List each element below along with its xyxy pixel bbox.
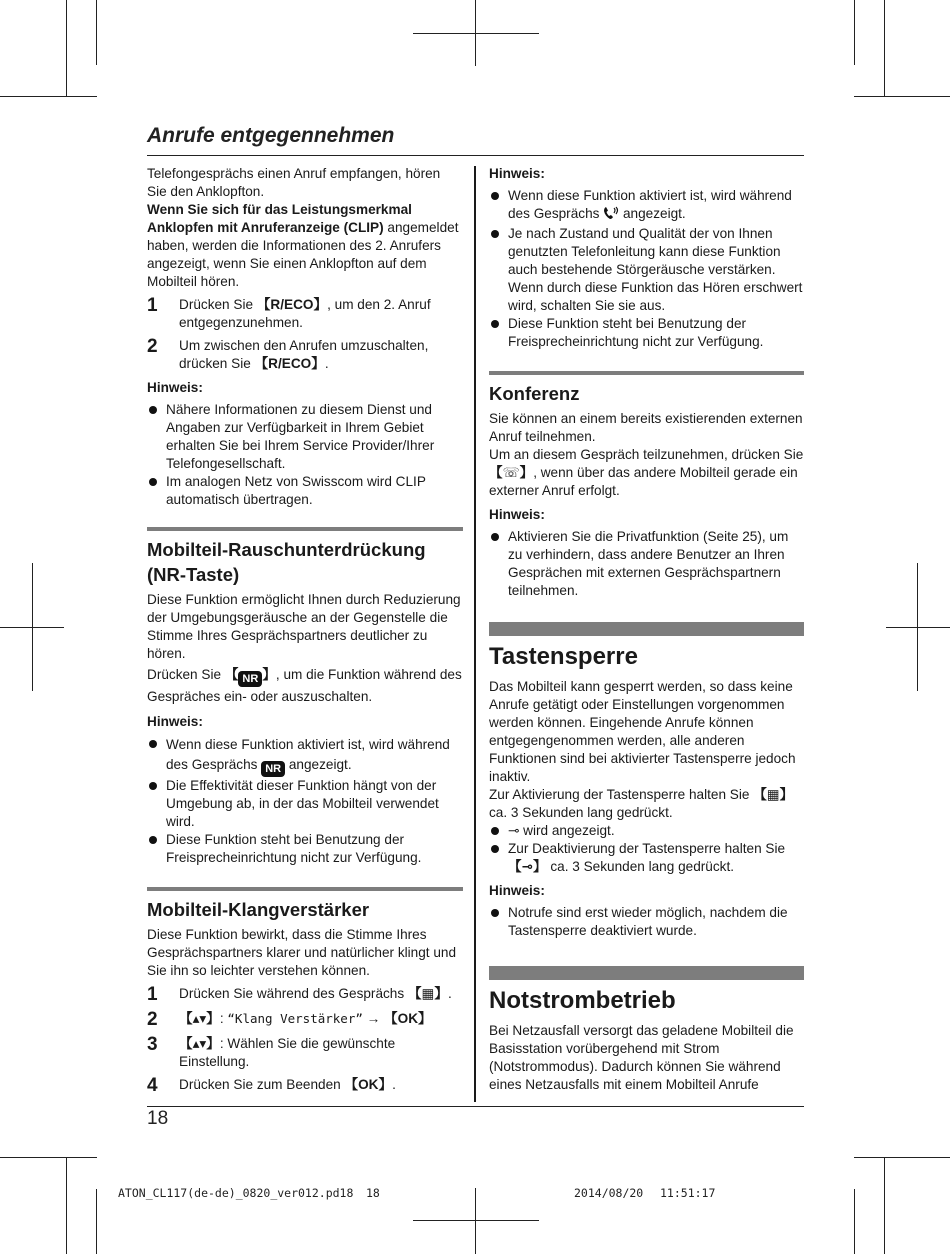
step-text-mid: :	[219, 1011, 228, 1026]
instruction-pre: Zur Aktivierung der Tastensperre halten Sie	[489, 787, 754, 802]
page-number: 18	[147, 1108, 169, 1129]
column-divider	[474, 166, 476, 1102]
menu-key-label: 【▦】	[407, 986, 448, 1001]
crop-mark	[854, 1189, 855, 1254]
step-text	[179, 296, 463, 332]
step-text	[179, 1010, 463, 1030]
instruction-post: ca. 3 Sekunden lang gedrückt.	[489, 805, 673, 820]
klang-step-1	[147, 985, 463, 1005]
crop-mark	[884, 0, 885, 97]
nr-description: Diese Funktion ermöglicht Ihnen durch Reduzierung der Umgebungsgeräusche an der Gegenstelle die Stimme Ihres Gesprächspartners deutlicher zu hören.	[147, 592, 461, 661]
crop-mark	[854, 0, 855, 65]
section-divider	[147, 527, 463, 531]
ok-key-label: 【OK】	[384, 1011, 432, 1026]
note-heading: Hinweis:	[489, 166, 545, 181]
step-text	[179, 985, 463, 1005]
list-item-post: ca. 3 Sekunden lang gedrückt.	[546, 859, 734, 874]
crop-mark	[0, 1157, 97, 1158]
clip-bold-text: Wenn Sie sich für das Leistungsmerkmal Anklopfen mit Anruferanzeige (CLIP)	[147, 202, 412, 235]
note-item: Im analogen Netz von Swisscom wird CLIP automatisch übertragen.	[147, 473, 463, 509]
tastensperre-list	[489, 822, 804, 876]
klang-step-2	[147, 1010, 463, 1030]
crop-mark	[475, 0, 476, 66]
note-heading: Hinweis:	[489, 507, 545, 522]
crop-mark	[917, 563, 918, 691]
crop-mark	[413, 1220, 539, 1221]
note-item: Diese Funktion steht bei Benutzung der Freisprecheinrichtung nicht zur Verfügung.	[147, 831, 463, 867]
note-item: Je nach Zustand und Qualität der von Ihnen genutzten Telefonleitung kann diese Funktion auch bestehende Störgeräusche verstärken. Wenn durch diese Funktion das Hören erschwert wird, schalten Sie sie aus.	[489, 225, 804, 315]
note-list	[147, 401, 463, 509]
nr-press-pre: Drücken Sie	[147, 667, 225, 682]
nr-press-instruction	[147, 665, 463, 707]
left-column	[147, 165, 463, 1096]
step-number: 1	[147, 984, 158, 1005]
note-text-pre: Wenn diese Funktion aktiviert ist, wird während des Gesprächs	[508, 188, 792, 221]
section-title-notstrom: Notstrombetrieb	[489, 987, 676, 1014]
key-bracket: 【	[224, 667, 239, 682]
note-text-pre: Wenn diese Funktion aktiviert ist, wird während des Gesprächs	[166, 737, 450, 772]
konferenz-instruction	[489, 446, 804, 500]
step-text	[179, 1076, 463, 1096]
key-lock-icon: ⊸	[508, 823, 520, 838]
step-number: 4	[147, 1075, 158, 1096]
step-number: 2	[147, 336, 158, 357]
crop-mark	[886, 627, 950, 628]
note-item: Diese Funktion steht bei Benutzung der Freisprecheinrichtung nicht zur Verfügung.	[489, 315, 804, 351]
list-item	[489, 822, 804, 840]
crop-mark	[96, 0, 97, 65]
section-divider	[489, 371, 804, 375]
crop-mark	[413, 33, 539, 34]
tastensperre-note-list	[489, 904, 804, 940]
step-text-post: .	[447, 986, 452, 1001]
crop-mark	[854, 1157, 950, 1158]
notstrom-text: Bei Netzausfall versorgt das geladene Mobilteil die Basisstation vorübergehend mit Strom (Notstrommodus). Dadurch können Sie während eines Netzausfalls mit einem Mobilteil Anrufe	[489, 1023, 794, 1092]
arrow-icon: →	[362, 1011, 385, 1026]
step-number: 1	[147, 295, 158, 316]
header-rule	[147, 155, 804, 156]
page-header-title: Anrufe entgegennehmen	[147, 124, 395, 147]
note-heading: Hinweis:	[147, 380, 203, 395]
nr-press-post: , um die Funktion während des Gespräches ein- oder auszuschalten.	[147, 667, 462, 704]
crop-mark	[0, 96, 97, 97]
list-item-text: wird angezeigt.	[519, 823, 615, 838]
step-text-post: .	[324, 356, 329, 371]
crop-mark	[854, 96, 950, 97]
step-text-pre: Drücken Sie während des Gesprächs	[179, 986, 408, 1001]
klang-description: Diese Funktion bewirkt, dass die Stimme Ihres Gesprächspartners klarer und natürlicher klingt und Sie ihn so leichter verstehen können.	[147, 927, 457, 978]
intro-text: Telefongesprächs einen Anruf empfangen, hören Sie den Anklopfton.	[147, 166, 441, 199]
step-number: 2	[147, 1009, 158, 1030]
section-title-konferenz: Konferenz	[489, 383, 580, 404]
step-text-pre: Um zwischen den Anrufen umzuschalten, drücken Sie	[179, 338, 429, 371]
step-2	[147, 337, 463, 373]
konferenz-note-list	[489, 528, 804, 600]
handset-sound-icon	[603, 206, 619, 225]
nr-key-icon: NR	[238, 671, 262, 687]
step-number: 3	[147, 1034, 158, 1055]
clip-rest-text: angemeldet haben, werden die Informationen des 2. Anrufers angezeigt, wenn Sie einen Anklopfton auf dem Mobilteil hören.	[147, 220, 459, 289]
nr-indicator-icon: NR	[261, 761, 285, 777]
crop-mark	[884, 1157, 885, 1254]
note-item: Aktivieren Sie die Privatfunktion (Seite 25), um zu verhindern, dass andere Benutzer an Ihren Gesprächen mit externen Gesprächspartnern teilnehmen.	[489, 528, 804, 600]
print-slug-date: 2014/08/20	[574, 1186, 644, 1200]
step-1	[147, 296, 463, 332]
menu-item-text: “Klang Verstärker”	[227, 1011, 363, 1026]
ok-key-label: 【OK】	[344, 1077, 393, 1092]
note-text-post: angezeigt.	[285, 757, 352, 772]
menu-key-label: 【▦】	[753, 787, 794, 802]
crop-mark	[66, 1157, 67, 1254]
section-title-tastensperre: Tastensperre	[489, 643, 638, 670]
tastensperre-activation	[489, 786, 804, 822]
list-item-pre: Zur Deaktivierung der Tastensperre halten Sie	[508, 841, 786, 856]
step-text	[179, 1035, 463, 1071]
crop-mark	[32, 563, 33, 691]
section-title-klang: Mobilteil-Klangverstärker	[147, 899, 370, 920]
right-column	[489, 165, 804, 1094]
step-text-post: , um den 2. Anruf entgegenzunehmen.	[179, 297, 431, 330]
note-item: Notrufe sind erst wieder möglich, nachdem die Tastensperre deaktiviert wurde.	[489, 904, 804, 940]
section-divider	[489, 966, 804, 980]
crop-mark	[66, 0, 67, 97]
nav-key-label: 【▴▾】	[179, 1036, 220, 1051]
section-divider	[489, 622, 804, 636]
print-slug-time: 11:51:17	[660, 1186, 716, 1200]
instruction-pre: Um an diesem Gespräch teilzunehmen, drücken Sie	[489, 447, 804, 462]
section-title-nr: Mobilteil-Rauschunterdrückung (NR-Taste)	[147, 539, 426, 585]
note-item	[147, 735, 463, 777]
clip-paragraph	[147, 201, 463, 291]
klang-step-3	[147, 1035, 463, 1071]
step-text-post: : Wählen Sie die gewünschte Einstellung.	[179, 1036, 396, 1069]
note-item	[489, 187, 804, 225]
note-item: Die Effektivität dieser Funktion hängt von der Umgebung ab, in der das Mobilteil verwendet wird.	[147, 777, 463, 831]
klang-note-list	[489, 187, 804, 351]
step-text-pre: Drücken Sie zum Beenden	[179, 1077, 345, 1092]
footer-rule	[147, 1106, 804, 1107]
nav-key-label: 【▴▾】	[179, 1011, 220, 1026]
nr-note-list	[147, 735, 463, 867]
note-text-post: angezeigt.	[619, 206, 686, 221]
note-heading: Hinweis:	[147, 714, 203, 729]
r-eco-key-label: 【R/ECO】	[256, 297, 328, 312]
note-heading: Hinweis:	[489, 883, 545, 898]
note-item: Nähere Informationen zu diesem Dienst und Angaben zur Verfügbarkeit in Ihrem Gebiet erhalten Sie bei Ihrem Service Provider/Ihrer Telefongesellschaft.	[147, 401, 463, 473]
r-eco-key-label: 【R/ECO】	[254, 356, 325, 371]
konferenz-text: Sie können an einem bereits existierenden externen Anruf teilnehmen.	[489, 411, 803, 444]
crop-mark	[96, 1189, 97, 1254]
talk-key-label: 【☏】	[489, 465, 534, 480]
print-slug-file: ATON_CL117(de-de)_0820_ver012.pd18	[118, 1186, 354, 1200]
list-item	[489, 840, 804, 876]
step-text-pre: Drücken Sie	[179, 297, 257, 312]
step-text	[179, 337, 463, 373]
step-text-post: .	[392, 1077, 396, 1092]
lock-key-label: 【⊸】	[508, 859, 547, 874]
instruction-post: , wenn über das andere Mobilteil gerade ein externer Anruf erfolgt.	[489, 465, 798, 498]
crop-mark	[475, 1188, 476, 1254]
section-divider	[147, 887, 463, 891]
key-bracket: 】	[262, 667, 276, 682]
tastensperre-text: Das Mobilteil kann gesperrt werden, so dass keine Anrufe getätigt oder Einstellungen vorgenommen werden können. Eingehende Anrufe können entgegengenommen werden, alle anderen Funktionen sind bei aktivierter Tastensperre jedoch inaktiv.	[489, 679, 796, 784]
klang-step-4	[147, 1076, 463, 1096]
print-slug-sheet: 18	[366, 1186, 380, 1200]
